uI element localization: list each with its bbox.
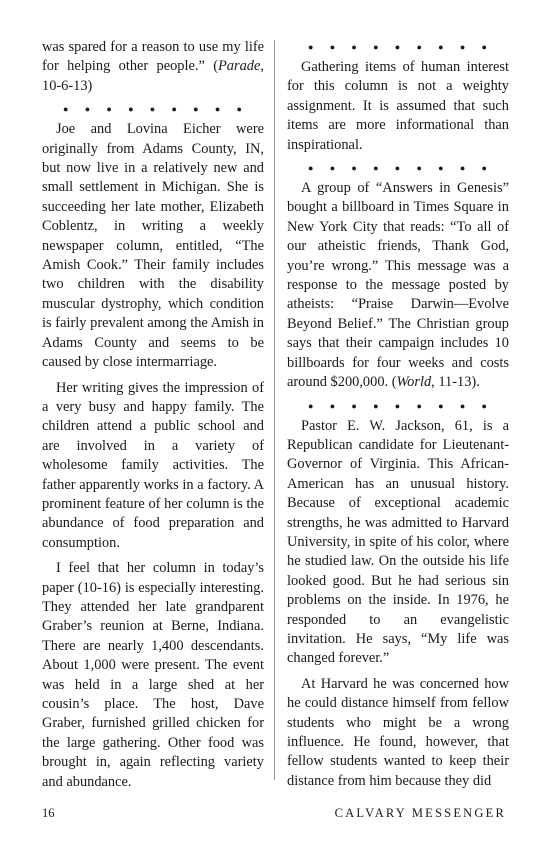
section-separator: ● ● ● ● ● ● ● ● ●	[63, 104, 249, 115]
page-number: 16	[42, 806, 55, 820]
paragraph-busy-family: Her writing gives the impression of a very busy and happy family. The children attend a public school and are involved in a variety of wholesome family activities. The father apparently works in a factory. A prominent feature of her column is the abundance of food preparation and consumption.	[42, 379, 264, 551]
source-citation: World	[396, 374, 432, 391]
publication-title: CALVARY MESSENGER	[334, 806, 506, 820]
text-segment: , 11-13).	[431, 374, 480, 391]
paragraph-billboard	[287, 179, 509, 392]
page-footer	[42, 806, 506, 821]
paragraph-human-interest: Gathering items of human interest for this column is not a weighty assignment. It is assumed that such items are more informational than inspirational.	[287, 59, 509, 153]
section-separator: ● ● ● ● ● ● ● ● ●	[308, 42, 494, 52]
paragraph-harvard: At Harvard he was concerned how he could distance himself from fellow students who might be a wrong influence. He found, however, that fellow students wanted to keep their distance from him because they did	[287, 675, 509, 789]
column-divider	[274, 40, 275, 780]
left-column	[42, 38, 264, 798]
section-separator: ● ● ● ● ● ● ● ● ●	[308, 163, 494, 174]
section-separator: ● ● ● ● ● ● ● ● ●	[308, 400, 494, 411]
text-segment: A group of “Answers in Genesis” bought a billboard in Times Square in New York City that reads: “To all of our atheistic friends, Thank God, you’re wrong.” This message was a response to the message posted by atheists: “Praise Darwin—Evolve Beyond Belief.” The Christian group says that their campaign includes 10 billboards for four weeks and costs around $200,000. (	[287, 180, 509, 391]
text-segment: , 10-6-13)	[42, 58, 264, 94]
right-column	[287, 38, 509, 797]
paragraph-parade-ending	[42, 38, 264, 96]
text-segment: was spared for a reason to use my life for helping other people.” (	[42, 39, 264, 75]
paragraph-pastor-jackson: Pastor E. W. Jackson, 61, is a Republican candidate for Lieutenant-Governor of Virginia. This African-American has an unusual history. Because of exceptional academic strengths, he was admitted to Harvard University, in spite of his color, where he studied law. On the outside his life looked good. But he had serious sin problems on the inside. In 1976, he responded to an evangelistic invitation. He says, “My life was changed forever.”	[287, 417, 509, 667]
paragraph-graber-reunion: I feel that her column in today’s paper (10-16) is especially interesting. They attended her late grandparent Graber’s reunion at Berne, Indiana. There are nearly 1,400 descendants. About 1,000 were present. The event was held in a large shed at her cousin’s place. The host, Dave Graber, furnished grilled chicken for the large gathering. Other food was brought in, again reflecting variety and abundance.	[42, 560, 264, 790]
paragraph-eicher-family: Joe and Lovina Eicher were originally from Adams County, IN, but now live in a relatively new and small settlement in Michigan. She is succeeding her late mother, Elizabeth Coblentz, in writing a weekly newspaper column, entitled, “The Amish Cook.” Their family includes two children with the disability muscular dystrophy, which condition is fairly prevalent among the Amish in Adams County and seems to be caused by close intermarriage.	[42, 121, 264, 371]
source-citation: Parade	[218, 58, 261, 75]
